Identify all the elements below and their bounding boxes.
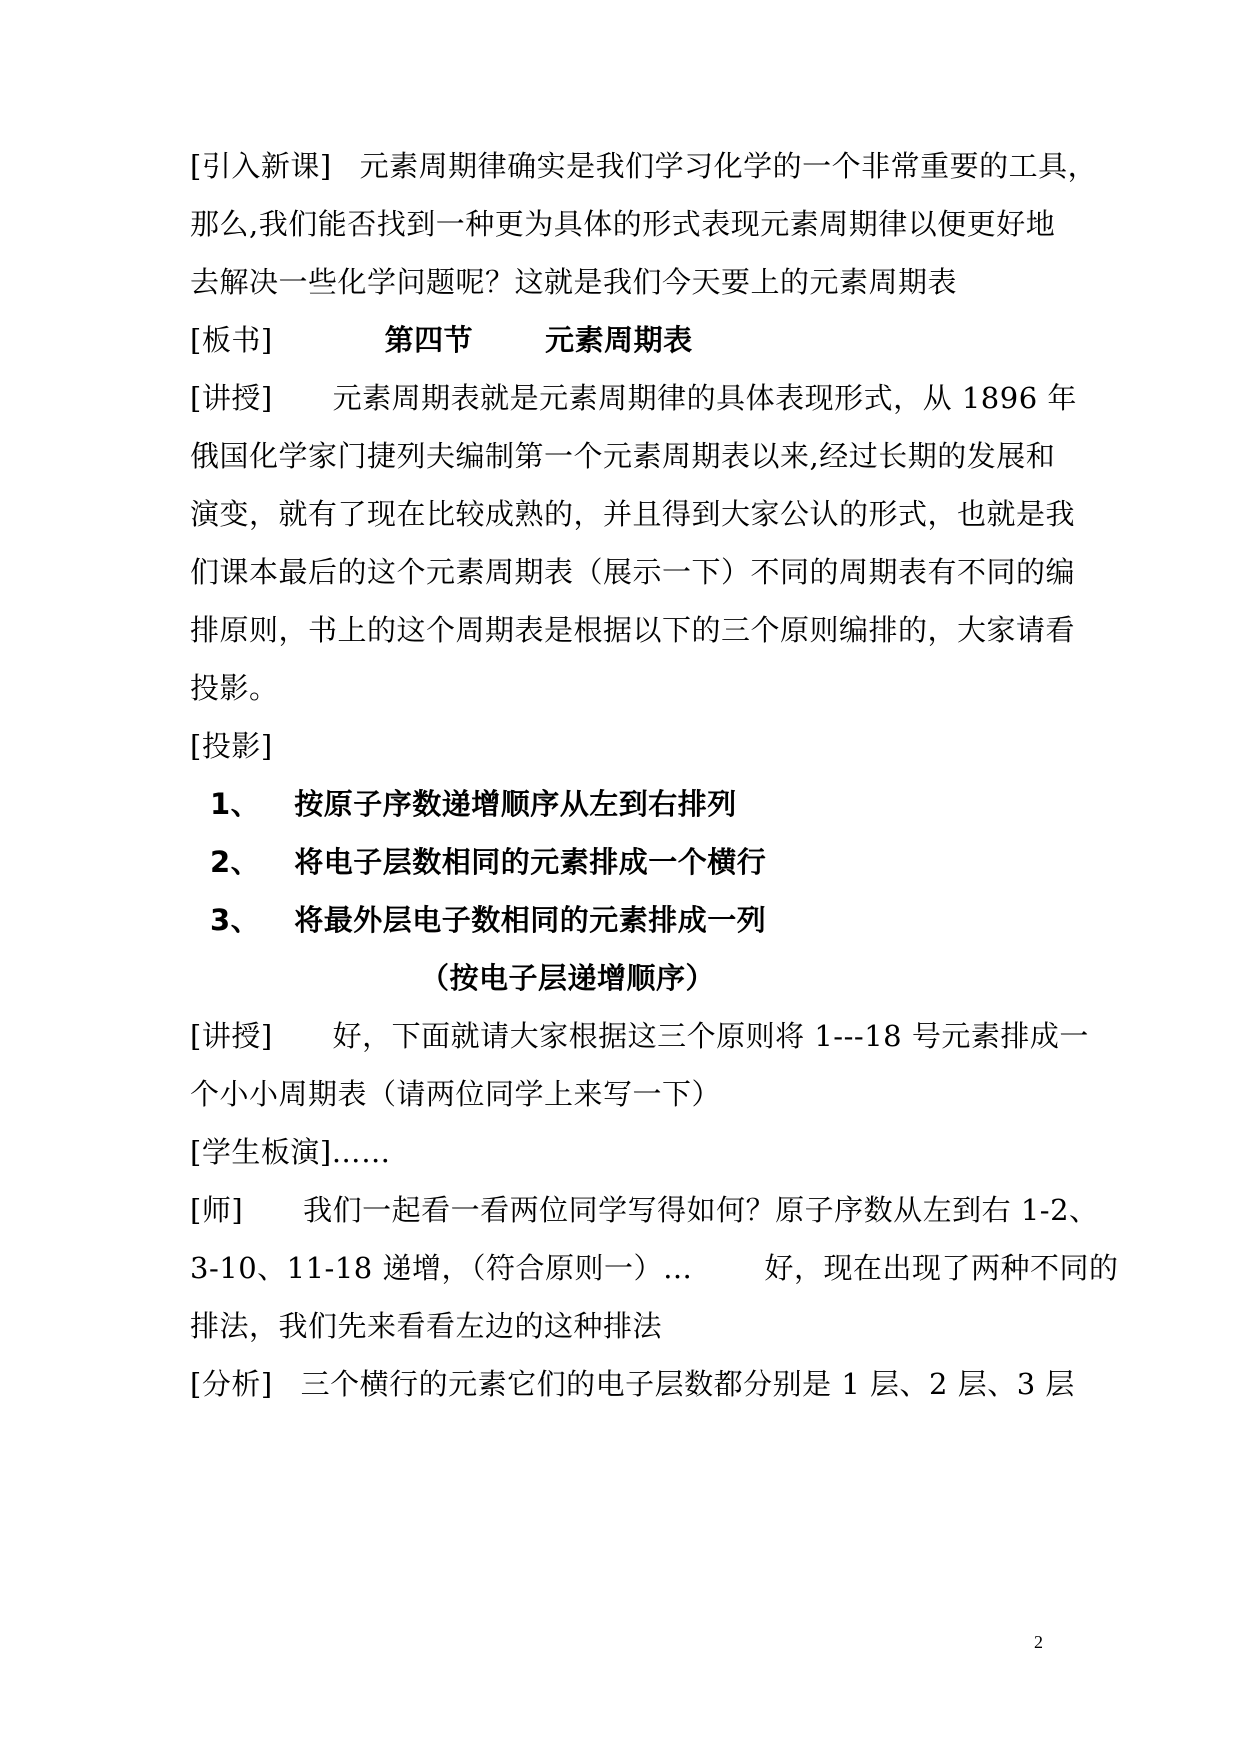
paragraph-line — [190, 668, 279, 708]
line-text: 元素周期律确实是我们学习化学的一个非常重要的工具， — [359, 149, 1098, 183]
line-text-continued: 好，现在出现了两种不同的 — [764, 1251, 1119, 1285]
paragraph-line — [190, 262, 957, 302]
principle-item — [210, 784, 737, 824]
line-text: 个小小周期表（请两位同学上来写一下） — [190, 1077, 722, 1111]
section-number: 第四节 — [384, 323, 474, 357]
line-tag: [分析] — [190, 1367, 273, 1401]
line-text: 那么,我们能否找到一种更为具体的形式表现元素周期律以便更好地 — [190, 207, 1056, 241]
page-number: 2 — [1034, 1632, 1043, 1652]
paragraph-line — [190, 1132, 391, 1172]
line-tag: [讲授] — [190, 1019, 273, 1053]
paragraph-line — [190, 1364, 1075, 1404]
section-title: 元素周期表 — [545, 323, 693, 357]
line-tag: [讲授] — [190, 381, 273, 415]
principle-text: 按原子序数递增顺序从左到右排列 — [294, 787, 737, 821]
principle-text: 将电子层数相同的元素排成一个横行 — [294, 845, 767, 879]
paragraph-line — [190, 552, 1075, 592]
line-text: 三个横行的元素它们的电子层数都分别是 1 层、2 层、3 层 — [300, 1367, 1075, 1401]
paragraph-line — [190, 610, 1075, 650]
line-text: 3-10、11-18 递增，（符合原则一）… — [190, 1251, 693, 1285]
principle-item — [210, 900, 766, 940]
paragraph-line — [190, 494, 1075, 534]
paragraph-line — [190, 204, 1055, 244]
line-text: 演变，就有了现在比较成熟的，并且得到大家公认的形式，也就是我 — [190, 497, 1076, 531]
paragraph-line — [190, 1248, 1119, 1288]
principle-number: 2、 — [210, 845, 261, 879]
principle-note-text: （按电子层递增顺序） — [420, 961, 716, 995]
line-tag: [学生板演] — [190, 1135, 332, 1169]
principle-number: 1、 — [210, 787, 261, 821]
line-tag: [师] — [190, 1193, 244, 1227]
paragraph-line — [190, 726, 273, 766]
line-text: 俄国化学家门捷列夫编制第一个元素周期表以来,经过长期的发展和 — [190, 439, 1056, 473]
paragraph-line — [190, 320, 693, 360]
line-text: 我们一起看一看两位同学写得如何？原子序数从左到右 1-2、 — [303, 1193, 1099, 1227]
line-text: …… — [331, 1135, 391, 1169]
principle-number: 3、 — [210, 903, 261, 937]
paragraph-line — [190, 1016, 1089, 1056]
line-tag: [投影] — [190, 729, 273, 763]
paragraph-line — [190, 1190, 1099, 1230]
paragraph-line — [190, 1306, 662, 1346]
line-text: 去解决一些化学问题呢？这就是我们今天要上的元素周期表 — [190, 265, 958, 299]
paragraph-line — [190, 378, 1077, 418]
line-tag: [板书] — [190, 323, 273, 357]
principle-text: 将最外层电子数相同的元素排成一列 — [294, 903, 767, 937]
paragraph-line — [190, 1074, 721, 1114]
line-text: 排法，我们先来看看左边的这种排法 — [190, 1309, 663, 1343]
line-text: 投影。 — [190, 671, 279, 705]
line-text: 元素周期表就是元素周期律的具体表现形式，从 1896 年 — [332, 381, 1077, 415]
line-tag: [引入新课] — [190, 149, 332, 183]
paragraph-line — [190, 146, 1097, 186]
paragraph-line — [190, 436, 1055, 476]
line-text: 好，下面就请大家根据这三个原则将 1---18 号元素排成一 — [332, 1019, 1089, 1053]
line-text: 排原则，书上的这个周期表是根据以下的三个原则编排的，大家请看 — [190, 613, 1076, 647]
principle-item — [210, 842, 766, 882]
line-text: 们课本最后的这个元素周期表（展示一下）不同的周期表有不同的编 — [190, 555, 1076, 589]
principle-note — [420, 958, 715, 998]
